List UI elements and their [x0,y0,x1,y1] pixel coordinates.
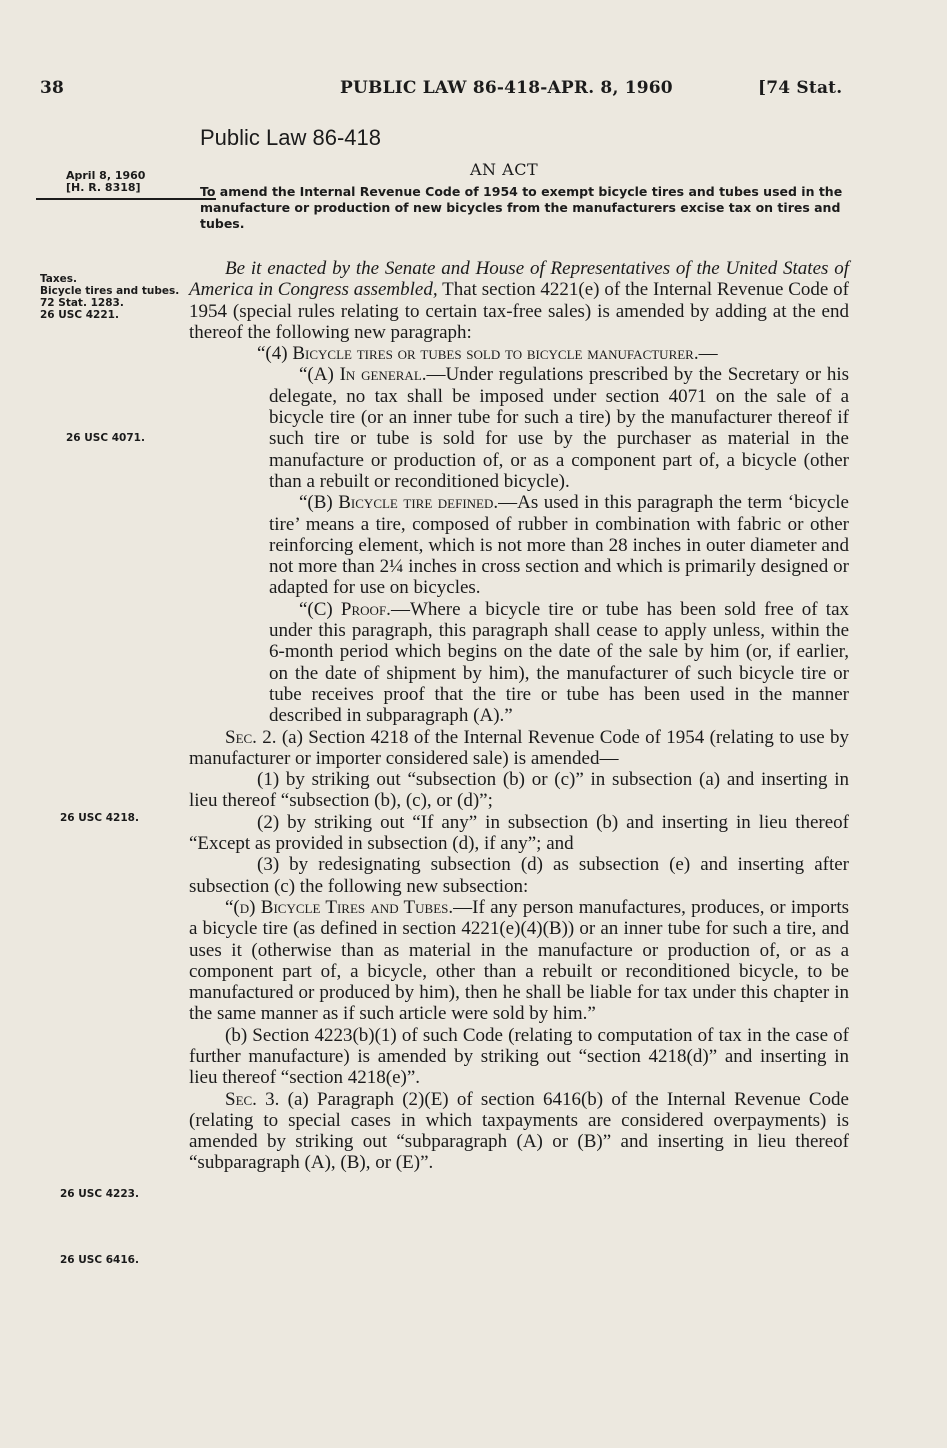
para4-b-text: —As used in this paragraph the term ‘bicycle tire’ means a tire, composed of rubber in combination with fabric or other reinforcing element, which is not more than 28 inches in outer diameter and not more than 2¼ inches in cross section and which is primarily designed or adapted for use on bicycles. [269,492,849,599]
enacting-rest: That section 4221(e) of the Internal Revenue Code of 1954 (special rules relating to certain tax-free sales) is amended by adding at the end thereof the following new paragraph: [189,279,849,343]
sec3 [189,1089,849,1174]
sec2-d-label: “(d) Bicycle Tires and Tubes. [225,896,454,918]
sec2-intro-text: (a) Section 4218 of the Internal Revenue Code of 1954 (relating to use by manufacturer or importer considered sale) is amended— [189,726,849,769]
margin-topic-usc: 26 USC 4221. [40,309,119,321]
para4-b-label: “(B) Bicycle tire defined. [299,492,499,514]
sec2-intro [189,727,849,770]
sec2-item2: (2) by striking out “If any” in subsection (b) and inserting in lieu thereof “Except as provided in subsection (d), if any”; and [189,811,849,855]
margin-usc-4218: 26 USC 4218. [60,812,139,824]
sec3-label: Sec. 3. [225,1088,280,1110]
margin-usc-4223: 26 USC 4223. [60,1188,139,1200]
para4-a-label: “(A) In general. [299,364,427,386]
sec3-text: (a) Paragraph (2)(E) of section 6416(b) of the Internal Revenue Code (relating to special cases in which taxpayments are considered overpayments) is amended by striking out “subparagraph (A) or (B)” and inserting in lieu thereof “subparagraph (A), (B), or (E)”. [189,1088,849,1174]
sec2-d [189,897,849,1025]
page-number: 38 [40,78,65,98]
para4-b [189,492,849,598]
enacting-paragraph [189,258,849,343]
running-header-title: PUBLIC LAW 86-418-APR. 8, 1960 [340,78,673,98]
margin-date: April 8, 1960 [66,169,146,182]
act-label: AN ACT [470,160,539,179]
sec2-d-text: —If any person manufactures, produces, or imports a bicycle tire (as defined in section 4221(e)(4)(B)) or an inner tube for such a tire, and uses it (otherwise than as material in the manufacture or production of, or as a component part of, a bicycle, other than a rebuilt or reconditioned bicycle, to be manufactured or produced by him), then he shall be liable for tax under this chapter in the same manner as if such article were sold by him.” [189,896,849,1025]
margin-usc-4071: 26 USC 4071. [66,432,145,444]
sec2-item1: (1) by striking out “subsection (b) or (c)” in subsection (a) and inserting in lieu thereof “subsection (b), (c), or (d)”; [189,769,849,812]
act-purpose: To amend the Internal Revenue Code of 1954 to exempt bicycle tires and tubes used in the manufacture or production of new bicycles from the manufacturers excise tax on tires and tubes. [200,184,843,231]
sec2-item3: (3) by redesignating subsection (d) as subsection (e) and inserting after subsection (c) the following new subsection: [189,854,849,897]
margin-topic-block [40,273,190,321]
act-body [189,258,849,1174]
margin-topic-stat: 72 Stat. 1283. [40,297,124,309]
running-header-stat: [74 Stat. [758,78,843,98]
sec2-label: Sec. 2. [225,726,277,748]
para4-a-text: —Under regulations prescribed by the Secretary or his delegate, no tax shall be imposed under section 4071 on the sale of a bicycle tire (or an inner tube for such a tire) by the manufacturer thereof if such tire or tube is sold for use by the purchaser as material in the manufacture or production of, or as a component part of, a bicycle (other than a rebuilt or reconditioned bicycle). [269,364,849,492]
para4-c [189,599,849,727]
margin-topic-taxes: Taxes. [40,273,78,285]
law-title: Public Law 86-418 [200,125,382,150]
margin-topic-bicycle: Bicycle tires and tubes. [40,285,180,297]
para4-heading: “(4) Bicycle tires or tubes sold to bicycle manufacturer.— [257,343,718,365]
margin-rule [36,198,216,200]
para4-c-text: —Where a bicycle tire or tube has been sold free of tax under this paragraph, this paragraph shall cease to apply unless, within the 6-month period which begins on the date of the sale by him (or, if earlier, on the date of shipment by him), the manufacturer of such bicycle tire or tube receives proof that the tire or tube has been used in the manner described in subparagraph (A).” [269,598,849,727]
sec2-b: (b) Section 4223(b)(1) of such Code (relating to computation of tax in the case of further manufacture) is amended by striking out “section 4218(d)” and inserting in lieu thereof “section 4218(e)”. [189,1024,849,1089]
margin-date-block [66,170,216,194]
para4-a [189,364,849,492]
enacting-clause: Be it enacted by the Senate and House of Representatives of the United States of America in Congress assembled, [189,258,849,301]
para4-c-label: “(C) Proof. [299,598,391,620]
margin-bill: [H. R. 8318] [66,181,141,194]
margin-usc-6416: 26 USC 6416. [60,1254,139,1266]
